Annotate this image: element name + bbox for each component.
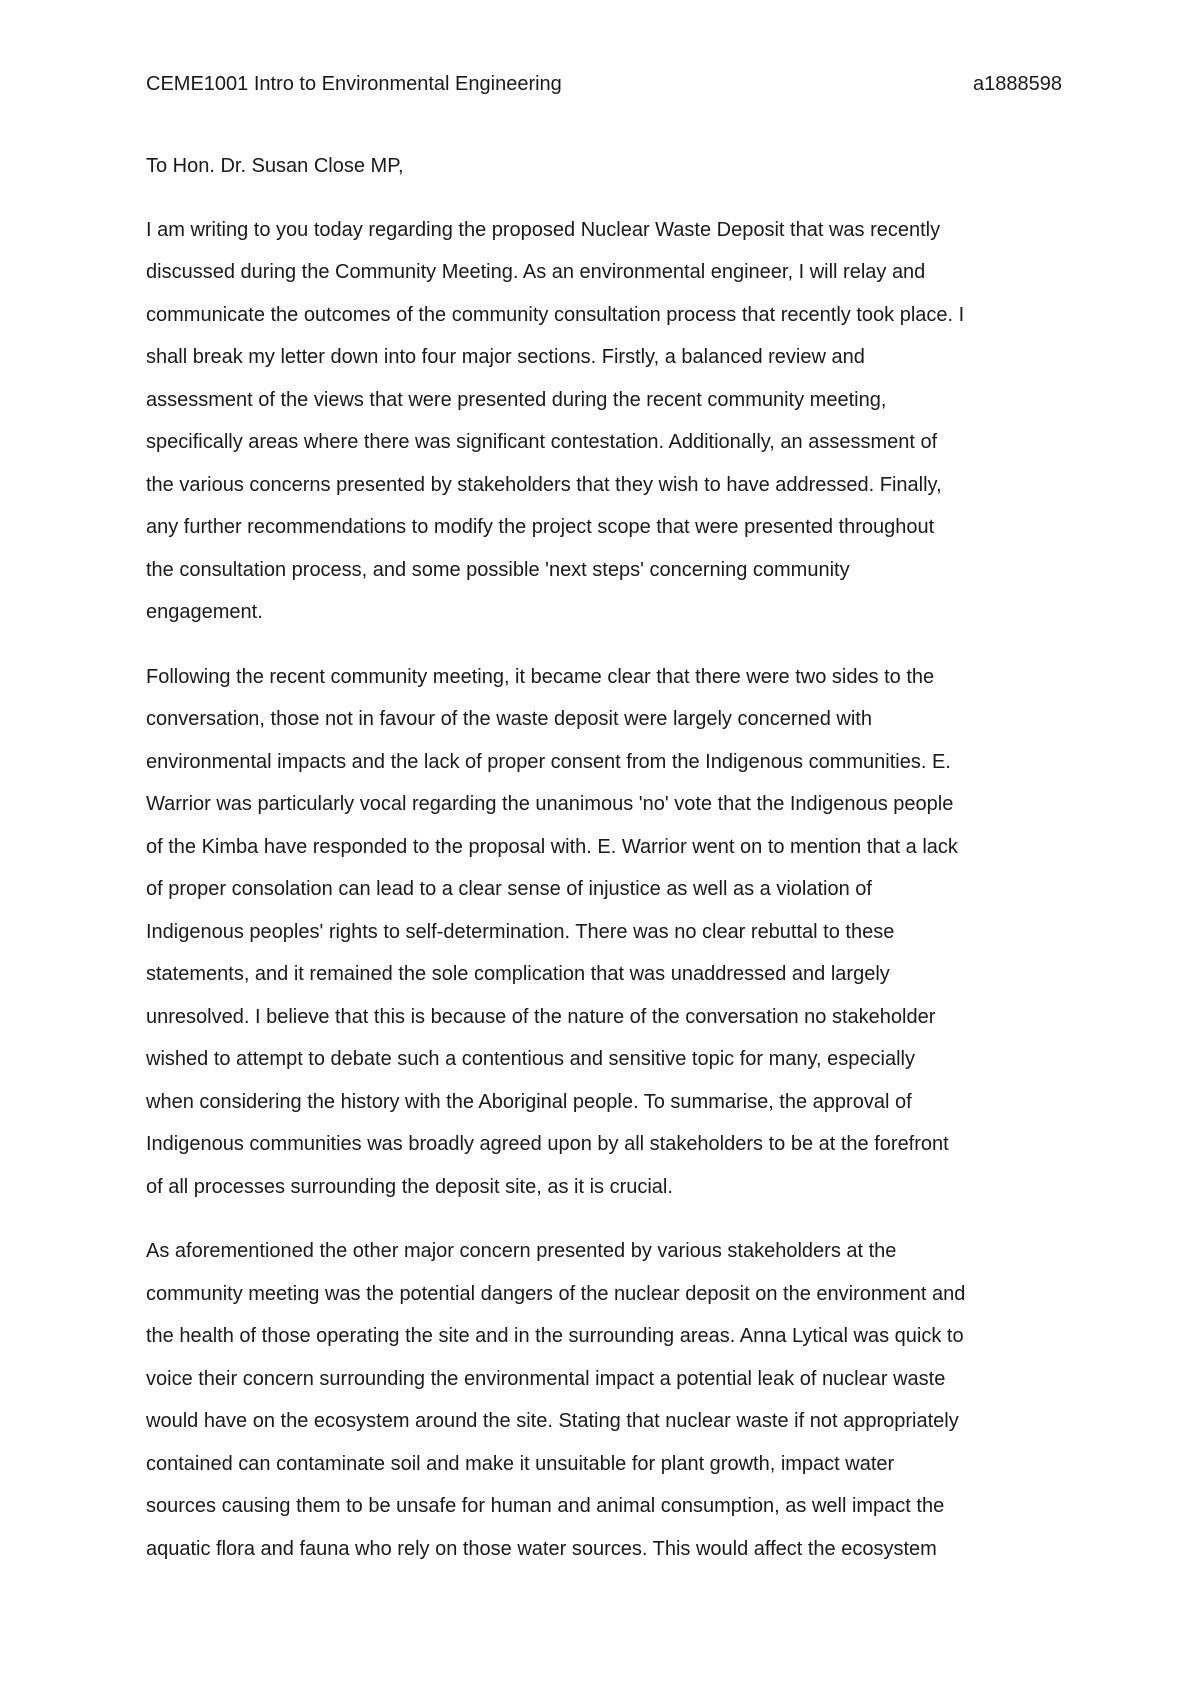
paragraph-line: community meeting was the potential dangers of the nuclear deposit on the environment and [146, 1282, 966, 1305]
paragraph-line: Following the recent community meeting, it became clear that there were two sides to the [146, 665, 935, 688]
paragraph-line: engagement. [146, 601, 263, 623]
paragraph-line: of the Kimba have responded to the proposal with. E. Warrior went on to mention that a lack [146, 835, 958, 858]
paragraph-line: environmental impacts and the lack of proper consent from the Indigenous communities. E. [146, 750, 951, 773]
paragraph-line: Indigenous peoples' rights to self-determination. There was no clear rebuttal to these [146, 920, 895, 943]
paragraph-line: sources causing them to be unsafe for human and animal consumption, as well impact the [146, 1495, 945, 1517]
paragraph-line: voice their concern surrounding the environmental impact a potential leak of nuclear waste [146, 1367, 946, 1390]
paragraph-line: contained can contaminate soil and make it unsuitable for plant growth, impact water [146, 1452, 895, 1475]
page-header [146, 70, 1062, 98]
paragraph-line: the various concerns presented by stakeholders that they wish to have addressed. Finally, [146, 473, 942, 496]
paragraph-1 [146, 209, 1062, 634]
paragraph-line: of all processes surrounding the deposit site, as it is crucial. [146, 1175, 673, 1198]
paragraph-line: the health of those operating the site and in the surrounding areas. Anna Lytical was quick to [146, 1325, 964, 1347]
paragraph-line: the consultation process, and some possible 'next steps' concerning community [146, 558, 850, 581]
paragraph-line: when considering the history with the Aboriginal people. To summarise, the approval of [146, 1090, 912, 1113]
course-title: CEME1001 Intro to Environmental Engineering [146, 73, 562, 95]
letter-body [146, 145, 1062, 1592]
paragraph-line: discussed during the Community Meeting. As an environmental engineer, I will relay and [146, 261, 926, 283]
paragraph-line: Indigenous communities was broadly agreed upon by all stakeholders to be at the forefront [146, 1133, 949, 1155]
paragraph-line: shall break my letter down into four major sections. Firstly, a balanced review and [146, 346, 865, 368]
paragraph-2 [146, 656, 1062, 1209]
paragraph-line: communicate the outcomes of the community consultation process that recently took place. I [146, 303, 965, 326]
student-id: a1888598 [973, 73, 1062, 95]
paragraph-line: specifically areas where there was significant contestation. Additionally, an assessment of [146, 431, 938, 453]
paragraph-line: would have on the ecosystem around the site. Stating that nuclear waste if not appropriately [146, 1410, 959, 1432]
paragraph-line: any further recommendations to modify the project scope that were presented throughout [146, 516, 935, 538]
paragraph-line: statements, and it remained the sole complication that was unaddressed and largely [146, 963, 890, 985]
paragraphs-container [146, 209, 1062, 1571]
paragraph-line: conversation, those not in favour of the waste deposit were largely concerned with [146, 708, 872, 730]
paragraph-line: wished to attempt to debate such a contentious and sensitive topic for many, especially [146, 1048, 915, 1070]
paragraph-3 [146, 1230, 1062, 1570]
paragraph-line: I am writing to you today regarding the proposed Nuclear Waste Deposit that was recently [146, 218, 941, 241]
paragraph-line: unresolved. I believe that this is because of the nature of the conversation no stakeholder [146, 1005, 936, 1028]
paragraph-line: As aforementioned the other major concern presented by various stakeholders at the [146, 1240, 897, 1262]
paragraph-line: of proper consolation can lead to a clear sense of injustice as well as a violation of [146, 878, 872, 900]
paragraph-line: Warrior was particularly vocal regarding the unanimous 'no' vote that the Indigenous people [146, 793, 954, 815]
salutation: To Hon. Dr. Susan Close MP, [146, 155, 404, 177]
paragraph-line: aquatic flora and fauna who rely on those water sources. This would affect the ecosystem [146, 1537, 937, 1560]
paragraph-line: assessment of the views that were presented during the recent community meeting, [146, 388, 887, 411]
